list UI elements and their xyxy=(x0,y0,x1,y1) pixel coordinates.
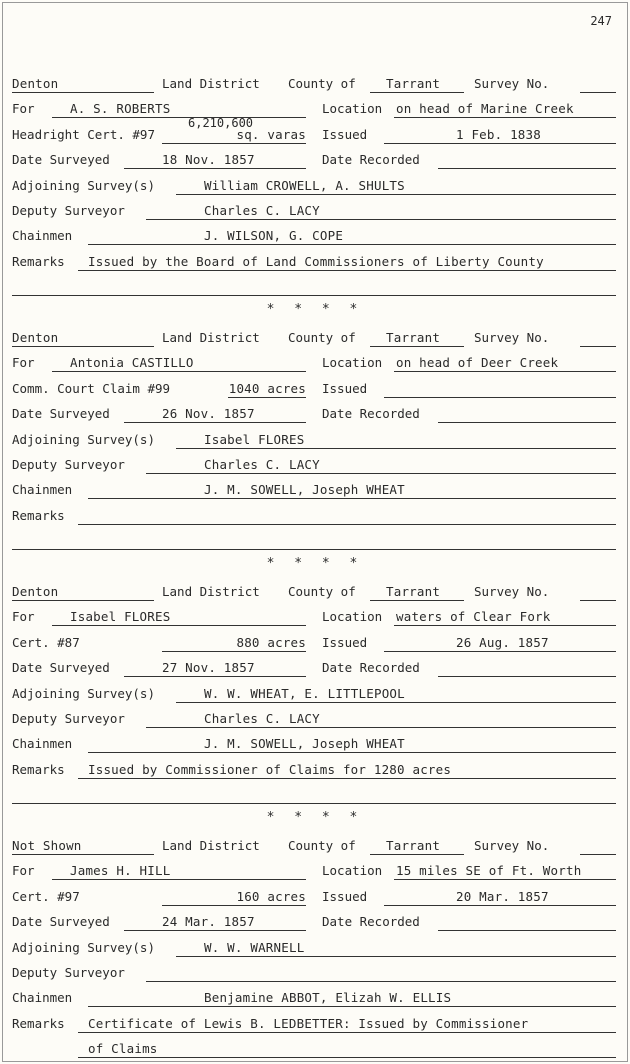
record-row xyxy=(12,530,616,550)
certificate-value: sq. varas xyxy=(236,126,306,142)
remarks-continued-value: of Claims xyxy=(88,1041,158,1057)
record-row xyxy=(12,606,616,626)
record-row xyxy=(12,98,616,118)
chainmen-label: Chainmen xyxy=(12,990,73,1006)
deputy-line xyxy=(146,727,616,728)
record-row xyxy=(12,479,616,499)
certificate-label: Headright Cert. #97 xyxy=(12,126,155,142)
remarks-continued-line xyxy=(78,1057,616,1058)
record-separator: * * * * xyxy=(266,556,364,571)
adjoining-label: Adjoining Survey(s) xyxy=(12,685,155,701)
remarks-line xyxy=(78,778,616,779)
issued-value: 26 Aug. 1857 xyxy=(456,634,549,650)
issued-value: 20 Mar. 1857 xyxy=(456,888,549,904)
county-value: Tarrant xyxy=(386,838,441,853)
date-recorded-line xyxy=(438,422,616,423)
adjoining-value: W. W. WARNELL xyxy=(204,939,305,955)
for-label: For xyxy=(12,609,35,625)
deputy-value: Charles C. LACY xyxy=(204,711,320,726)
county-label: County of xyxy=(288,76,356,91)
date-surveyed-label: Date Surveyed xyxy=(12,406,110,422)
district-line xyxy=(12,600,154,601)
county-value: Tarrant xyxy=(386,76,441,91)
date-recorded-line xyxy=(438,676,616,677)
record-row xyxy=(12,378,616,398)
location-label: Location xyxy=(322,609,383,625)
county-value: Tarrant xyxy=(386,330,441,345)
survey-no-label: Survey No. xyxy=(474,330,550,345)
location-line xyxy=(394,371,616,372)
issued-line xyxy=(384,143,616,144)
chainmen-label: Chainmen xyxy=(12,736,73,752)
chainmen-label: Chainmen xyxy=(12,482,73,498)
certificate-label: Cert. #87 xyxy=(12,634,80,650)
issued-label: Issued xyxy=(322,888,368,904)
deputy-label: Deputy Surveyor xyxy=(12,203,125,218)
for-value: A. S. ROBERTS xyxy=(70,101,171,117)
adjoining-label: Adjoining Survey(s) xyxy=(12,177,155,193)
issued-line xyxy=(384,651,616,652)
date-recorded-label: Date Recorded xyxy=(322,914,420,930)
adjoining-line xyxy=(176,956,616,957)
date-surveyed-label: Date Surveyed xyxy=(12,152,110,168)
record-row xyxy=(12,784,616,804)
date-recorded-label: Date Recorded xyxy=(322,660,420,676)
record-row xyxy=(12,937,616,957)
record-row xyxy=(12,454,616,474)
issued-value: 1 Feb. 1838 xyxy=(456,126,541,142)
location-label: Location xyxy=(322,355,383,371)
adjoining-value: William CROWELL, A. SHULTS xyxy=(204,177,405,193)
record-row xyxy=(12,835,616,855)
record-row xyxy=(12,911,616,931)
for-line xyxy=(52,117,306,118)
county-value: Tarrant xyxy=(386,584,441,599)
record-row xyxy=(12,73,616,93)
chainmen-value: J. M. SOWELL, Joseph WHEAT xyxy=(204,482,405,498)
county-line xyxy=(370,346,464,347)
deputy-line xyxy=(146,219,616,220)
district-line xyxy=(12,854,154,855)
record-row xyxy=(12,352,616,372)
district-line xyxy=(12,346,154,347)
chainmen-value: J. WILSON, G. COPE xyxy=(204,228,344,244)
record-row xyxy=(12,276,616,296)
district-value: Denton xyxy=(12,330,59,345)
survey-no-label: Survey No. xyxy=(474,76,550,91)
for-value: Isabel FLORES xyxy=(70,609,171,625)
record-separator: * * * * xyxy=(266,302,364,317)
for-line xyxy=(52,371,306,372)
location-value: waters of Clear Fork xyxy=(396,609,551,625)
record-row xyxy=(12,860,616,880)
page-number: 247 xyxy=(590,14,612,28)
chainmen-line xyxy=(88,498,616,499)
date-recorded-line xyxy=(438,930,616,931)
record-row xyxy=(12,175,616,195)
issued-line xyxy=(384,397,616,398)
certificate-label: Cert. #97 xyxy=(12,888,80,904)
county-line xyxy=(370,600,464,601)
issued-label: Issued xyxy=(322,126,368,142)
survey-no-label: Survey No. xyxy=(474,838,550,853)
remarks-line xyxy=(78,270,616,271)
date-surveyed-line xyxy=(124,168,306,169)
record-row xyxy=(12,657,616,677)
remarks-label: Remarks xyxy=(12,507,65,523)
date-surveyed-value: 18 Nov. 1857 xyxy=(162,152,255,168)
date-recorded-line xyxy=(438,168,616,169)
remarks-label: Remarks xyxy=(12,761,65,777)
for-value: James H. HILL xyxy=(70,863,171,879)
deputy-label: Deputy Surveyor xyxy=(12,965,125,980)
record-row xyxy=(12,115,616,144)
remarks-label: Remarks xyxy=(12,1015,65,1031)
issued-label: Issued xyxy=(322,634,368,650)
record-row xyxy=(12,581,616,601)
for-label: For xyxy=(12,101,35,117)
location-value: on head of Marine Creek xyxy=(396,101,574,117)
record-row xyxy=(12,251,616,271)
survey-no-line xyxy=(580,92,616,93)
certificate-value: 1040 acres xyxy=(228,380,306,396)
date-recorded-label: Date Recorded xyxy=(322,406,420,422)
issued-line xyxy=(384,905,616,906)
remarks-line xyxy=(78,524,616,525)
for-line xyxy=(52,879,306,880)
deputy-label: Deputy Surveyor xyxy=(12,457,125,472)
record-row xyxy=(12,1013,616,1033)
district-value: Not Shown xyxy=(12,838,82,853)
for-label: For xyxy=(12,355,35,371)
adjoining-line xyxy=(176,702,616,703)
deputy-line xyxy=(146,981,616,982)
chainmen-label: Chainmen xyxy=(12,228,73,244)
certificate-line xyxy=(162,143,306,144)
for-label: For xyxy=(12,863,35,879)
date-recorded-label: Date Recorded xyxy=(322,152,420,168)
survey-no-label: Survey No. xyxy=(474,584,550,599)
adjoining-line xyxy=(176,194,616,195)
location-label: Location xyxy=(322,863,383,879)
remarks-label: Remarks xyxy=(12,253,65,269)
record-row xyxy=(12,149,616,169)
county-label: County of xyxy=(288,330,356,345)
survey-no-line xyxy=(580,600,616,601)
land-district-label: Land District xyxy=(162,76,260,91)
record-row xyxy=(12,403,616,423)
record-row xyxy=(12,505,616,525)
date-surveyed-line xyxy=(124,676,306,677)
record-row xyxy=(12,708,616,728)
adjoining-label: Adjoining Survey(s) xyxy=(12,939,155,955)
survey-no-line xyxy=(580,346,616,347)
record-row xyxy=(12,962,616,982)
location-value: 15 miles SE of Ft. Worth xyxy=(396,863,582,879)
location-label: Location xyxy=(322,101,383,117)
deputy-line xyxy=(146,473,616,474)
remarks-value: Certificate of Lewis B. LEDBETTER: Issued by Commissioner xyxy=(88,1015,529,1031)
date-surveyed-label: Date Surveyed xyxy=(12,660,110,676)
county-label: County of xyxy=(288,838,356,853)
date-surveyed-value: 27 Nov. 1857 xyxy=(162,660,255,676)
record-row xyxy=(12,429,616,449)
record-row xyxy=(12,759,616,779)
record-row xyxy=(12,886,616,906)
location-line xyxy=(394,625,616,626)
district-value: Denton xyxy=(12,76,59,91)
date-surveyed-label: Date Surveyed xyxy=(12,914,110,930)
location-value: on head of Deer Creek xyxy=(396,355,559,371)
survey-no-line xyxy=(580,854,616,855)
issued-label: Issued xyxy=(322,380,368,396)
record-row xyxy=(12,200,616,220)
record-row xyxy=(12,733,616,753)
certificate-line xyxy=(162,651,306,652)
certificate-line xyxy=(228,397,306,398)
adjoining-label: Adjoining Survey(s) xyxy=(12,431,155,447)
adjoining-value: W. W. WHEAT, E. LITTLEPOOL xyxy=(204,685,405,701)
adjoining-line xyxy=(176,448,616,449)
chainmen-line xyxy=(88,244,616,245)
certificate-value: 160 acres xyxy=(236,888,306,904)
record-row xyxy=(12,225,616,245)
county-line xyxy=(370,854,464,855)
location-line xyxy=(394,879,616,880)
deputy-label: Deputy Surveyor xyxy=(12,711,125,726)
land-district-label: Land District xyxy=(162,838,260,853)
date-surveyed-line xyxy=(124,930,306,931)
location-line xyxy=(394,117,616,118)
chainmen-line xyxy=(88,752,616,753)
record-row xyxy=(12,1038,616,1058)
county-label: County of xyxy=(288,584,356,599)
remarks-value: Issued by the Board of Land Commissioners of Liberty County xyxy=(88,253,544,269)
remarks-continued-line xyxy=(12,803,616,804)
remarks-line xyxy=(78,1032,616,1033)
date-surveyed-line xyxy=(124,422,306,423)
chainmen-value: Benjamine ABBOT, Elizah W. ELLIS xyxy=(204,990,452,1006)
chainmen-line xyxy=(88,1006,616,1007)
record-row xyxy=(12,683,616,703)
date-surveyed-value: 26 Nov. 1857 xyxy=(162,406,255,422)
record-row xyxy=(12,327,616,347)
county-line xyxy=(370,92,464,93)
date-surveyed-value: 24 Mar. 1857 xyxy=(162,914,255,930)
certificate-line xyxy=(162,905,306,906)
chainmen-value: J. M. SOWELL, Joseph WHEAT xyxy=(204,736,405,752)
district-value: Denton xyxy=(12,584,59,599)
certificate-label: Comm. Court Claim #99 xyxy=(12,380,171,396)
deputy-value: Charles C. LACY xyxy=(204,203,320,218)
certificate-value: 880 acres xyxy=(236,634,306,650)
deputy-value: Charles C. LACY xyxy=(204,457,320,472)
for-line xyxy=(52,625,306,626)
remarks-continued-line xyxy=(12,549,616,550)
remarks-continued-line xyxy=(12,295,616,296)
district-line xyxy=(12,92,154,93)
record-separator: * * * * xyxy=(266,810,364,825)
record-row xyxy=(12,632,616,652)
for-value: Antonia CASTILLO xyxy=(70,355,194,371)
adjoining-value: Isabel FLORES xyxy=(204,431,305,447)
record-row xyxy=(12,987,616,1007)
land-district-label: Land District xyxy=(162,584,260,599)
certificate-above-value: 6,210,600 xyxy=(188,115,254,130)
land-district-label: Land District xyxy=(162,330,260,345)
remarks-value: Issued by Commissioner of Claims for 1280 acres xyxy=(88,761,452,777)
